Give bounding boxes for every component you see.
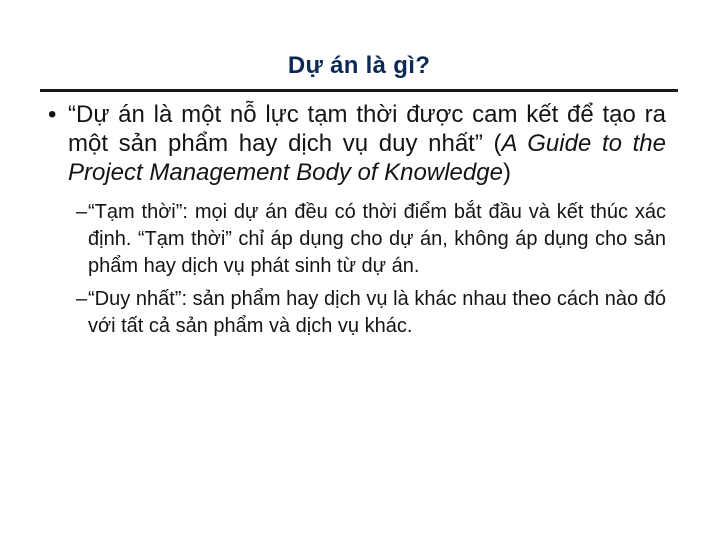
main-bullet-text <box>68 101 666 186</box>
title-area <box>38 14 680 94</box>
sub-bullet-temporary <box>38 199 666 280</box>
main-bullet-lead: “Dự án là một nỗ lực tạm thời được cam kết để tạo ra một sản phẩm hay dịch vụ duy nhất” ( <box>68 101 666 157</box>
sub-bullet-unique <box>38 286 666 340</box>
slide-body <box>38 100 666 340</box>
main-bullet-tail: ) <box>502 159 511 186</box>
sub-bullet-text: “Duy nhất”: sản phẩm hay dịch vụ là khác nhau theo cách nào đó với tất cả sản phẩm và dịch vụ khác. <box>88 288 666 337</box>
sub-bullet-marker: – <box>76 288 88 310</box>
sub-bullet-marker: – <box>76 201 88 223</box>
main-bullet <box>38 100 666 187</box>
sub-bullet-text: “Tạm thời”: mọi dự án đều có thời điểm bắt đầu và kết thúc xác định. “Tạm thời” chỉ áp dụng cho dự án, không áp dụng cho sản phẩm hay dịch vụ phát sinh từ dự án. <box>88 201 666 277</box>
slide-title: Dự án là gì? <box>287 52 431 79</box>
main-bullet-source: A Guide to the Project Management Body of Knowledge <box>68 130 667 186</box>
bullet-marker: • <box>48 101 57 128</box>
title-divider <box>40 89 678 92</box>
